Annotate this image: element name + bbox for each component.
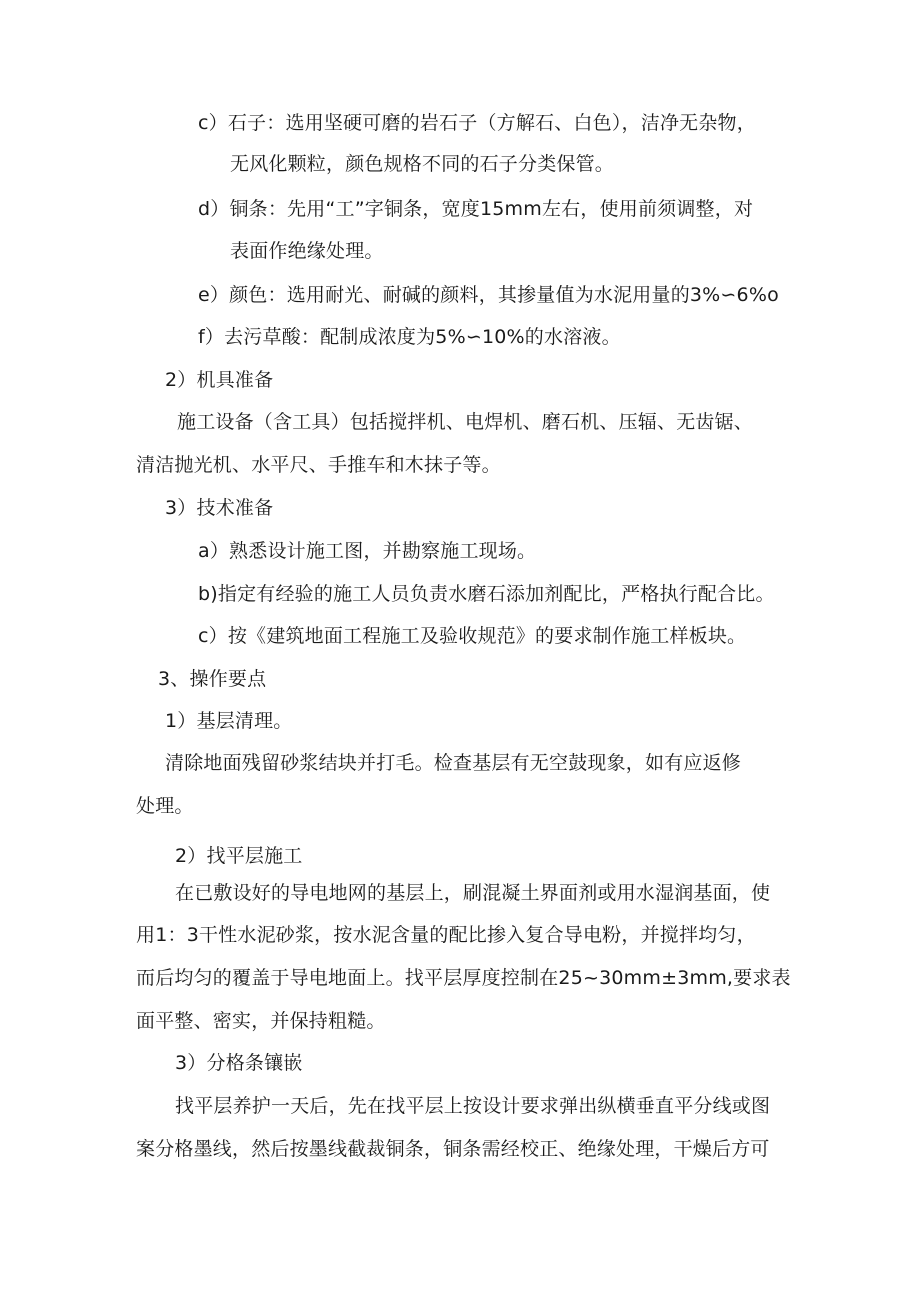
section-heading: 1）基层清理。 bbox=[165, 710, 293, 732]
text-line: c）石子：选用坚硬可磨的岩石子（方解石、白色），洁净无杂物， bbox=[198, 112, 756, 134]
section-heading: 3）技术准备 bbox=[165, 497, 274, 519]
text-line: 清除地面残留砂浆结块并打毛。检查基层有无空鼓现象，如有应返修 bbox=[165, 752, 742, 774]
section-heading: 3）分格条镶嵌 bbox=[175, 1052, 303, 1074]
text-line: 用1：3干性水泥砂浆，按水泥含量的配比掺入复合导电粉，并搅拌均匀， bbox=[136, 924, 756, 946]
section-heading: 2）找平层施工 bbox=[175, 845, 303, 867]
section-heading: 3、操作要点 bbox=[158, 668, 267, 690]
text-line: 无风化颗粒，颜色规格不同的石子分类保管。 bbox=[230, 153, 615, 175]
text-line: 表面作绝缘处理。 bbox=[230, 240, 384, 262]
text-line: c）按《建筑地面工程施工及验收规范》的要求制作施工样板块。 bbox=[198, 625, 747, 647]
text-line: a）熟悉设计施工图，并勘察施工现场。 bbox=[198, 540, 537, 562]
text-line: 清洁抛光机、水平尺、手推车和木抹子等。 bbox=[136, 454, 501, 476]
text-line: 处理。 bbox=[136, 795, 194, 817]
text-line: 而后均匀的覆盖于导电地面上。找平层厚度控制在25~30mm±3mm,要求表 bbox=[136, 967, 791, 989]
text-line: d）铜条：先用“工”字铜条，宽度15mm左右，使用前须调整，对 bbox=[198, 198, 754, 220]
section-heading: 2）机具准备 bbox=[165, 369, 274, 391]
text-line: 施工设备（含工具）包括搅拌机、电焊机、磨石机、压辐、无齿锯、 bbox=[177, 411, 754, 433]
text-line: 找平层养护一天后，先在找平层上按设计要求弹出纵横垂直平分线或图 bbox=[175, 1095, 771, 1117]
text-line: 在已敷设好的导电地网的基层上，刷混凝土界面剂或用水湿润基面，使 bbox=[175, 882, 771, 904]
text-line: f）去污草酸：配制成浓度为5%∽10%的水溶液。 bbox=[198, 326, 621, 348]
text-line: b)指定有经验的施工人员负责水磨石添加剂配比，严格执行配合比。 bbox=[198, 583, 775, 605]
text-line: e）颜色：选用耐光、耐碱的颜料，其掺量值为水泥用量的3%∽6%o bbox=[198, 284, 779, 306]
text-line: 案分格墨线，然后按墨线截裁铜条，铜条需经校正、绝缘处理，干燥后方可 bbox=[136, 1138, 770, 1160]
text-line: 面平整、密实，并保持粗糙。 bbox=[136, 1010, 386, 1032]
